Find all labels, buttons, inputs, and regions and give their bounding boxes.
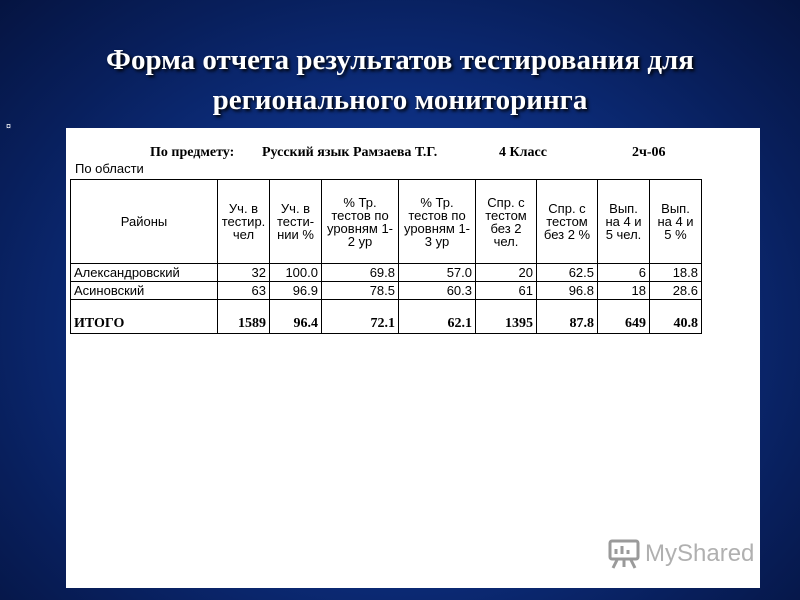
column-header: Вып. на 4 и 5 чел. — [598, 180, 650, 264]
table-cell: 57.0 — [399, 264, 476, 282]
presentation-board-icon — [607, 538, 641, 570]
district-name: Александровский — [71, 264, 218, 282]
slide-title-line-1: Форма отчета результатов тестирования для — [106, 44, 694, 76]
subject-label: По предмету: — [150, 145, 235, 160]
table-cell: 28.6 — [650, 282, 702, 300]
table-cell: 62.5 — [537, 264, 598, 282]
column-header: Вып. на 4 и 5 % — [650, 180, 702, 264]
total-cell: 96.4 — [270, 300, 322, 334]
table-cell: 96.9 — [270, 282, 322, 300]
subject-value: Русский язык Рамзаева Т.Г. — [262, 145, 438, 160]
total-cell: 72.1 — [322, 300, 399, 334]
total-cell: 87.8 — [537, 300, 598, 334]
bullet-marker: ¤ — [6, 121, 12, 131]
table-cell: 63 — [218, 282, 270, 300]
grade-value: 4 Класс — [499, 145, 547, 160]
district-name: Асиновский — [71, 282, 218, 300]
table-cell: 20 — [476, 264, 537, 282]
table-cell: 78.5 — [322, 282, 399, 300]
column-header: % Тр. тестов по уровням 1-2 ур — [322, 180, 399, 264]
table-cell: 100.0 — [270, 264, 322, 282]
table-row — [71, 264, 702, 282]
table-cell: 96.8 — [537, 282, 598, 300]
column-header: % Тр. тестов по уровням 1-3 ур — [399, 180, 476, 264]
myshared-watermark — [607, 538, 754, 570]
results-table — [70, 179, 702, 334]
total-cell: 1589 — [218, 300, 270, 334]
total-cell: 40.8 — [650, 300, 702, 334]
table-cell: 18 — [598, 282, 650, 300]
total-cell: 649 — [598, 300, 650, 334]
total-cell: 62.1 — [399, 300, 476, 334]
column-header: Спр. с тестом без 2 % — [537, 180, 598, 264]
total-label: ИТОГО — [71, 300, 218, 334]
table-row — [71, 282, 702, 300]
column-header: Спр. с тестом без 2 чел. — [476, 180, 537, 264]
table-cell: 6 — [598, 264, 650, 282]
table-cell: 18.8 — [650, 264, 702, 282]
total-cell: 1395 — [476, 300, 537, 334]
column-header: Уч. в тести-нии % — [270, 180, 322, 264]
table-cell: 32 — [218, 264, 270, 282]
form-code: 2ч-06 — [632, 145, 666, 160]
slide-title-line-2: регионального мониторинга — [212, 84, 588, 116]
table-cell: 60.3 — [399, 282, 476, 300]
column-header: Районы — [71, 180, 218, 264]
watermark-text: MyShared — [645, 540, 755, 567]
report-sheet — [66, 128, 760, 588]
slide-title — [0, 40, 800, 120]
region-label: По области — [75, 161, 144, 176]
column-header: Уч. в тестир. чел — [218, 180, 270, 264]
total-row — [71, 300, 702, 334]
table-cell: 69.8 — [322, 264, 399, 282]
table-cell: 61 — [476, 282, 537, 300]
table-header-row — [71, 180, 702, 264]
